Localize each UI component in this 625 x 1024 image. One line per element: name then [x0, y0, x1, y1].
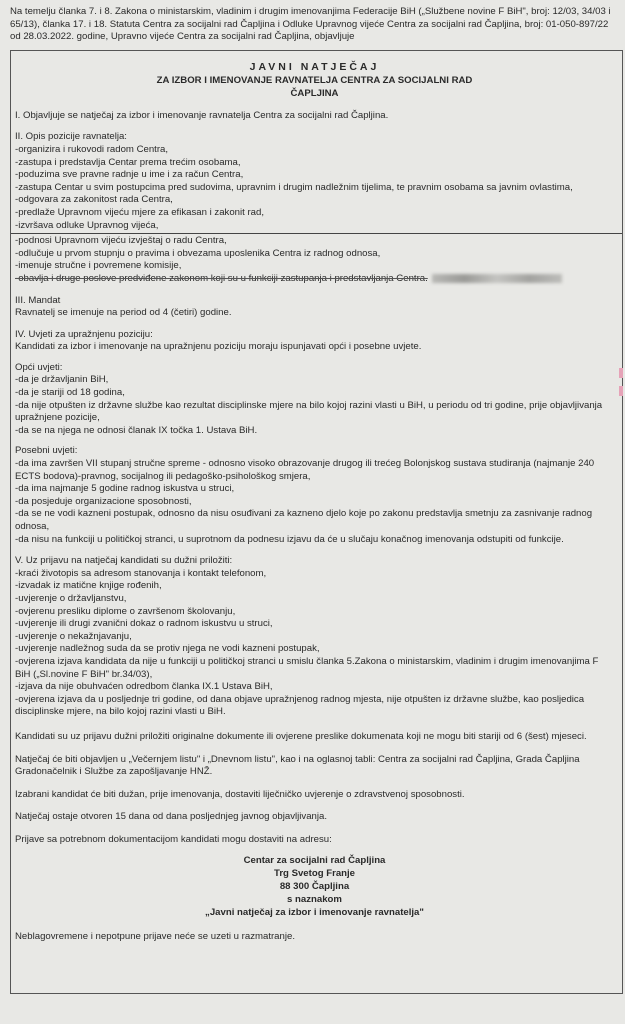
paragraph-documents: Kandidati su uz prijavu dužni priložiti originalne dokumente ili ovjerene preslike dokumenata koji ne mogu biti stariji od 6 (šest) mjeseci.	[15, 730, 587, 742]
list-item: -predlaže Upravnom vijeću mjere za efikasan i zakonit rad,	[15, 206, 265, 218]
section-2-heading: II. Opis pozicije ravnatelja:	[15, 131, 127, 143]
address-line: 88 300 Čapljina	[279, 881, 350, 893]
list-item: -da nije otpušten iz državne službe kao rezultat disciplinske mjere na bilo kojoj razini vlasti u BiH, u periodu od tri godine, prije objavljivanja upražnjene pozicije,	[15, 399, 603, 424]
address-line: Trg Svetog Franje	[273, 868, 356, 880]
announcement-box	[10, 50, 623, 994]
blurred-smudge	[432, 274, 562, 283]
list-item: -izvadak iz matične knjige rođenih,	[15, 580, 162, 592]
section-2	[15, 131, 614, 285]
section-4	[15, 329, 614, 547]
list-item: -uvjerenje o državljanstvu,	[15, 592, 127, 604]
list-item: -organizira i rukovodi radom Centra,	[15, 143, 169, 155]
section-5	[15, 555, 614, 719]
list-item: -da nisu na funkciji u političkoj stranci, u suprotnom da podnesu izjavu da će u slučaju konačnog imenovanja odstupiti od funkcije.	[15, 533, 564, 545]
list-item: -da je stariji od 18 godina,	[15, 387, 125, 399]
title-line-2: ZA IZBOR I IMENOVANJE RAVNATELJA CENTRA ZA SOCIJALNI RAD	[156, 74, 473, 86]
list-item: -da se na njega ne odnosi članak IX točka 1. Ustava BiH.	[15, 424, 258, 436]
paragraph-publication: Natječaj će biti objavljen u „Večernjem listu" i „Dnevnom listu", kao i na oglasnoj tabli: Centra za socijalni rad Čapljina, Grada Čapljina Gradonačelnik i Službe za zapošljavanje HNŽ.	[15, 753, 580, 778]
section-4-heading: IV. Uvjeti za upražnjenu poziciju:	[15, 328, 153, 340]
list-item: -odgovara za zakonitost rada Centra,	[15, 194, 173, 206]
footer-note: Neblagovremene i nepotpune prijave neće se uzeti u razmatranje.	[15, 931, 295, 943]
paragraph-submission: Prijave sa potrebnom dokumentacijom kandidati mogu dostaviti na adresu:	[15, 833, 332, 845]
list-item: -odlučuje u prvom stupnju o pravima i obvezama uposlenika Centra iz radnog odnosa,	[15, 247, 381, 259]
list-item: -izvršava odluke Upravnog vijeća,	[15, 219, 159, 231]
list-item: -da ima završen VII stupanj stručne spreme - odnosno visoko obrazovanje drugog ili trećeg Bolonjskog sustava studiranja (najmanje 240 ECTS bodova)-pravnog, socijalnog ili pedagoško-psihološkog smjera,	[15, 458, 595, 482]
address-block	[15, 854, 614, 919]
section-1: I. Objavljuje se natječaj za izbor i imenovanje ravnatelja Centra za socijalni rad Čapljina.	[15, 109, 389, 121]
list-item: -uvjerenje o nekažnjavanju,	[15, 630, 132, 642]
list-item: -imenuje stručne i povremene komisije,	[15, 260, 182, 272]
list-item: -da posjeduje organizacione sposobnosti,	[15, 495, 192, 507]
list-item: -da je državljanin BiH,	[15, 374, 109, 386]
paragraph-duration: Natječaj ostaje otvoren 15 dana od dana posljednjeg javnog objavljivanja.	[15, 811, 328, 823]
list-item-last	[15, 273, 614, 286]
title-line-1: JAVNI NATJEČAJ	[249, 60, 380, 73]
section-4-text: Kandidati za izbor i imenovanje na upražnjenu poziciju moraju ispunjavati opći i posebne uvjete.	[15, 341, 422, 353]
pink-margin-mark	[619, 368, 623, 378]
list-item: -uvjerenje ili drugi zvanični dokaz o radnom iskustvu u struci,	[15, 618, 273, 630]
list-item: -podnosi Upravnom vijeću izvještaj o radu Centra,	[15, 235, 227, 247]
section-5-heading: V. Uz prijavu na natječaj kandidati su dužni priložiti:	[15, 555, 233, 567]
section-3-heading: III. Mandat	[15, 294, 61, 306]
general-conditions-heading: Opći uvjeti:	[15, 361, 63, 373]
address-line: s naznakom	[287, 894, 342, 906]
fold-line	[11, 233, 622, 234]
list-item: -zastupa i predstavlja Centar prema trećim osobama,	[15, 156, 241, 168]
list-item: -ovjerenu presliku diplome o završenom školovanju,	[15, 605, 236, 617]
title-line-3: ČAPLJINA	[290, 87, 339, 99]
list-item: -uvjerenje nadležnog suda da se protiv njega ne vodi kazneni postupak,	[15, 643, 320, 655]
intro-paragraph: Na temelju članka 7. i 8. Zakona o ministarskim, vladinim i drugim imenovanjima Federacije BiH („Službene novine F BiH", broj: 12/03, 34/03 i 65/13), članka 17. i 18. Statuta Centra za socijalni rad Čapljina i Odluke Upravnog vijeće Centra za socijalni rad Čapljina, broj: 01-050-897/22 od 28.03.2022. godine, Upravno vijeće Centra za socijalni rad Čapljina, objavljuje	[10, 6, 611, 43]
list-item: -da se ne vodi kazneni postupak, odnosno da nisu osuđivani za kazneno djelo koje po zakonu predstavlja smetnju za zasnivanje radnog odnosa,	[15, 508, 593, 532]
list-item-text: -obavlja i druge poslove predviđene zakonom koji su u funkciji zastupanja i predstavljanja Centra.	[15, 272, 428, 284]
list-item: -ovjerena izjava kandidata da nije u funkciji u političkoj stranci u smislu članka 5.Zakona o ministarskim, vladinim i drugim imenovanjima F BiH („Sl.novine F BiH" br.34/03),	[15, 655, 599, 680]
address-line: Centar za socijalni rad Čapljina	[243, 855, 386, 867]
section-3-text: Ravnatelj se imenuje na period od 4 (četiri) godine.	[15, 307, 232, 319]
special-conditions-heading: Posebni uvjeti:	[15, 445, 78, 457]
list-item: -poduzima sve pravne radnje u ime i za račun Centra,	[15, 169, 244, 181]
paragraph-medical: Izabrani kandidat će biti dužan, prije imenovanja, dostaviti liječničko uvjerenje o zdravstvenoj sposobnosti.	[15, 788, 465, 800]
list-item: -ovjerena izjava da u posljednje tri godine, od dana objave upražnjenog radnog mjesta, nije otpušten iz državne službe, kao posljedica disciplinske mjere, na bilo kojoj razini vlasti u BiH.	[15, 693, 585, 718]
list-item: -zastupa Centar u svim postupcima pred sudovima, upravnim i drugim nadležnim tijelima, te pravnim osobama sa javnim ovlastima,	[15, 181, 573, 193]
announcement-title	[15, 61, 614, 100]
address-line: „Javni natječaj za izbor i imenovanje ravnatelja"	[205, 907, 424, 919]
section-3	[15, 295, 614, 320]
list-item: -izjava da nije obuhvaćen odredbom članka IX.1 Ustava BiH,	[15, 681, 273, 693]
list-item: -da ima najmanje 5 godine radnog iskustva u struci,	[15, 483, 235, 495]
pink-margin-mark	[619, 386, 623, 396]
list-item: -kraći životopis sa adresom stanovanja i kontakt telefonom,	[15, 567, 267, 579]
